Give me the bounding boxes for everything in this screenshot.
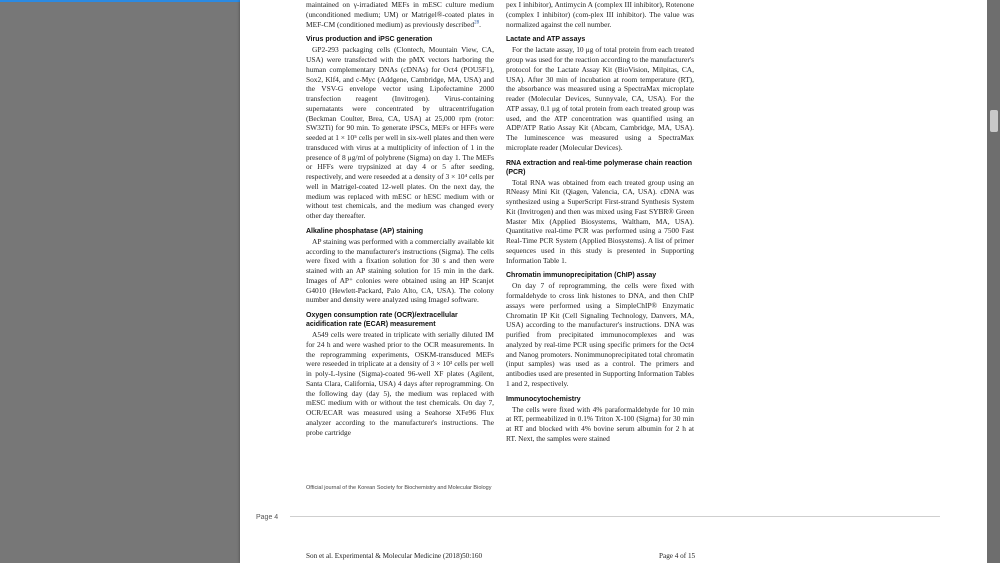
reference-28[interactable]: 28 bbox=[474, 20, 480, 26]
section-heading-ap-staining: Alkaline phosphatase (AP) staining bbox=[306, 227, 424, 235]
paragraph-virus-production: GP2-293 packaging cells (Clontech, Mountain View, CA, USA) were transfected with the pMX vectors harboring the human complementary DNAs (cDNAs) for Oct4 (POU5F1), Sox2, Klf4, and c-Myc (Addgene, Cambridge, MA, USA) and the VSV-G envelope vector using Lipofectamine 2000 transfection reagent (Invitrogen). Virus-containing supernatants were concentrated by ultracentrifugation (Beckman Coulter, Brea, CA, USA) at 25,000 rpm (rotor: SW32Ti) for 90 min. To generate iPSCs, MEFs or HFFs were seeded at 1 × 10⁵ cells per well in six-well plates and then were transduced with virus at a multiplicity of infection of 1 in the presence of 8 μg/ml of polybrene (Sigma) on day 1. The MEFs or HFFs were trypsinized at day 4 or 5 after seeding, respectively, and were reseeded at a density of 3 × 10⁴ cells per well in Matrigel-coated 12-well plates. On the next day, the medium was replaced with mESC or hESC medium with or without test chemicals, and the medium was changed every other day thereafter. bbox=[306, 45, 494, 220]
running-header-page-number: Page 4 of 15 bbox=[659, 552, 696, 560]
right-column bbox=[506, 0, 694, 444]
page-divider bbox=[290, 516, 940, 517]
section-heading-ocr-ecar: Oxygen consumption rate (OCR)/extracellular acidification rate (ECAR) measurement bbox=[306, 312, 458, 328]
section-heading-immunocytochemistry: Immunocytochemistry bbox=[506, 395, 581, 403]
journal-footer: Official journal of the Korean Society for Biochemistry and Molecular Biology bbox=[306, 485, 492, 491]
left-column bbox=[306, 0, 494, 437]
section-heading-rna-pcr: RNA extraction and real-time polymerase chain reaction (PCR) bbox=[506, 159, 693, 176]
left-top-fragment: maintained on γ-irradiated MEFs in mESC culture medium (unconditioned medium; UM) or Matrigel®-coated plates in MEF-CM (conditioned medium) as previously described$^{28}$. bbox=[306, 0, 494, 29]
vertical-scrollbar-thumb[interactable] bbox=[990, 110, 998, 132]
page-label: Page 4 bbox=[256, 514, 281, 521]
paragraph-ap-staining: AP staining was performed with a commercially available kit according to the manufacturer's instructions (Sigma). The cells were fixed with a fixation solution for 30 s and then were stained with an AP staining solution for 15 min in the dark. Images of AP⁺ colonies were obtained using an HP Scanjet G4010 (Hewlett-Packard, Palo Alto, CA, USA). The colony number and density were analyzed using ImageJ software. bbox=[306, 236, 494, 305]
vertical-scrollbar-track[interactable] bbox=[987, 0, 1000, 563]
paragraph-rna-pcr: Total RNA was obtained from each treated group using an RNeasy Mini Kit (Qiagen, Valencia, CA, USA). cDNA was synthesized using a SuperScript First-strand Synthesis System Kit (Invitrogen) and then was mixed using Fast SYBR® Green Master Mix (Applied Biosystems, Waltham, MA, USA). Quantitative real-time PCR was performed using a 7500 Fast Real-Time PCR System (Applied Biosystems). A list of primer sequences used in this study is presented in Supporting Information Table 1. bbox=[506, 177, 694, 265]
right-top-fragment: pex I inhibitor), Antimycin A (complex III inhibitor), Rotenone (complex I inhibitor) (com-plex III inhibitor). The value was normalized against the cell number. bbox=[506, 0, 694, 29]
loading-progress-bar bbox=[0, 0, 280, 2]
paragraph-chip-assay: On day 7 of reprogramming, the cells were fixed with formaldehyde to cross link histones to DNA, and then ChIP assays were performed using a SimpleChIP® Enzymatic Chromatin IP Kit (Cell Signaling Technology, Danvers, MA, USA) according to the manufacturer's instructions. DNA was purified from precipitated immunocomplexes and was analyzed by real-time PCR using specific primers for the Oct4 and Nanog promoters. Nonimmunoprecipitated total chromatin (input samples) was used as a control. The primers and antibodies used are presented in Supporting Information Tables 1 and 2, respectively. bbox=[506, 281, 694, 388]
paragraph-ocr-ecar: A549 cells were treated in triplicate with serially diluted IM for 24 h and were washed prior to the OCR measurements. In the reprogramming experiments, OSKM-transduced MEFs were reseeded in triplicate at a density of 3 × 10³ cells per well in poly-L-lysine (Sigma)-coated 96-well XF plates (Agilent, Santa Clara, California, USA) 4 days after reprogramming. On the following day (day 5), the medium was replaced with mESC medium with or without the test chemicals. On day 7, OCR/ECAR was measured using a Seahorse XFe96 Flux analyzer according to the manufacturer's instructions. The probe cartridge bbox=[306, 330, 494, 437]
section-heading-chip-assay: Chromatin immunoprecipitation (ChIP) assay bbox=[506, 272, 657, 280]
running-header-citation: Son et al. Experimental & Molecular Medicine (2018)50:160 bbox=[306, 552, 483, 560]
section-heading-virus-production: Virus production and iPSC generation bbox=[306, 36, 433, 44]
paragraph-immunocytochemistry: The cells were fixed with 4% paraformaldehyde for 10 min at RT, permeabilized in 0.1% Triton X-100 (Sigma) for 30 min at RT and blocked with 4% bovine serum albumin for 2 h at RT. Next, the samples were stained bbox=[506, 404, 694, 443]
pdf-page bbox=[240, 0, 987, 563]
section-heading-lactate-atp: Lactate and ATP assays bbox=[506, 36, 586, 44]
paragraph-lactate-atp: For the lactate assay, 10 μg of total protein from each treated group was used for the reaction according to the manufacturer's protocol for the Lactate Assay Kit (BioVision, Milpitas, CA, USA). After 30 min of incubation at room temperature (RT), the absorbance was measured using a SpectraMax microplate reader (Molecular Devices, Sunnyvale, CA, USA). For the ATP assay, 0.1 μg of total protein from each treated group was used, and the ATP concentration was quantified using an ADP/ATP Ratio Assay Kit (Abcam, Cambridge, MA, USA). The luminescence was measured using a SpectraMax microplate reader (Molecular Devices). bbox=[506, 45, 694, 152]
